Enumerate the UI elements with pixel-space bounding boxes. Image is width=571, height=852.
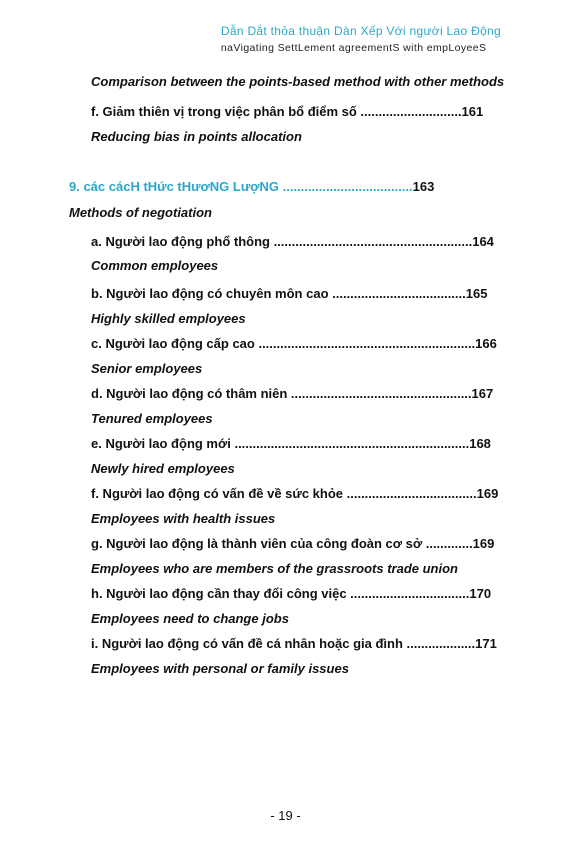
section-title-en: Methods of negotiation bbox=[69, 205, 212, 220]
section-heading bbox=[69, 178, 434, 196]
section-page: 163 bbox=[412, 179, 435, 194]
toc-entry-en: Employees need to change jobs bbox=[91, 611, 289, 626]
section-title: 9. các cácH tHức tHươNG LượNG .................................... bbox=[69, 179, 413, 194]
header-title-vi: Dẫn Dắt thỏa thuận Dàn Xếp Với người Lao Động bbox=[220, 24, 501, 38]
toc-entry-en: Tenured employees bbox=[91, 411, 213, 426]
toc-entry-en: Employees with personal or family issues bbox=[91, 661, 349, 676]
toc-entry-en: Common employees bbox=[91, 258, 219, 273]
toc-entry-en: Employees with health issues bbox=[91, 511, 276, 526]
toc-entry-en: Reducing bias in points allocation bbox=[91, 129, 302, 144]
running-header bbox=[221, 24, 501, 55]
toc-entry-vi: b. Người lao động có chuyên môn cao .....................................165 bbox=[91, 286, 488, 301]
toc-entry-vi: c. Người lao động cấp cao ............................................................166 bbox=[91, 336, 497, 351]
toc-entry-en: Senior employees bbox=[91, 361, 203, 376]
toc-entry-vi: g. Người lao động là thành viên của công đoàn cơ sở .............169 bbox=[91, 536, 495, 551]
toc-entry-vi: e. Người lao động mới .................................................................168 bbox=[91, 436, 491, 451]
toc-entry-en: Employees who are members of the grassroots trade union bbox=[91, 561, 458, 576]
toc-entry-en: Newly hired employees bbox=[91, 461, 235, 476]
toc-entry-vi: d. Người lao động có thâm niên ..................................................167 bbox=[91, 386, 494, 401]
toc-entry-en: Highly skilled employees bbox=[91, 311, 246, 326]
toc-entry-vi: a. Người lao động phổ thông .......................................................164 bbox=[91, 234, 494, 249]
toc-entry-vi: f. Giảm thiên vị trong việc phân bổ điểm số ............................161 bbox=[91, 104, 484, 119]
header-title-en: naVigating SettLement agreementS with empLoyeeS bbox=[220, 42, 487, 54]
toc-entry-vi: h. Người lao động cần thay đổi công việc .................................170 bbox=[91, 586, 492, 601]
page-number: - 19 - bbox=[270, 808, 301, 823]
toc-entry-en: Comparison between the points-based method with other methods bbox=[91, 74, 505, 89]
toc-entry-vi: f. Người lao động có vấn đề về sức khỏe ....................................169 bbox=[91, 486, 499, 501]
toc-entry-vi: i. Người lao động có vấn đề cá nhân hoặc gia đình ...................171 bbox=[91, 636, 497, 651]
